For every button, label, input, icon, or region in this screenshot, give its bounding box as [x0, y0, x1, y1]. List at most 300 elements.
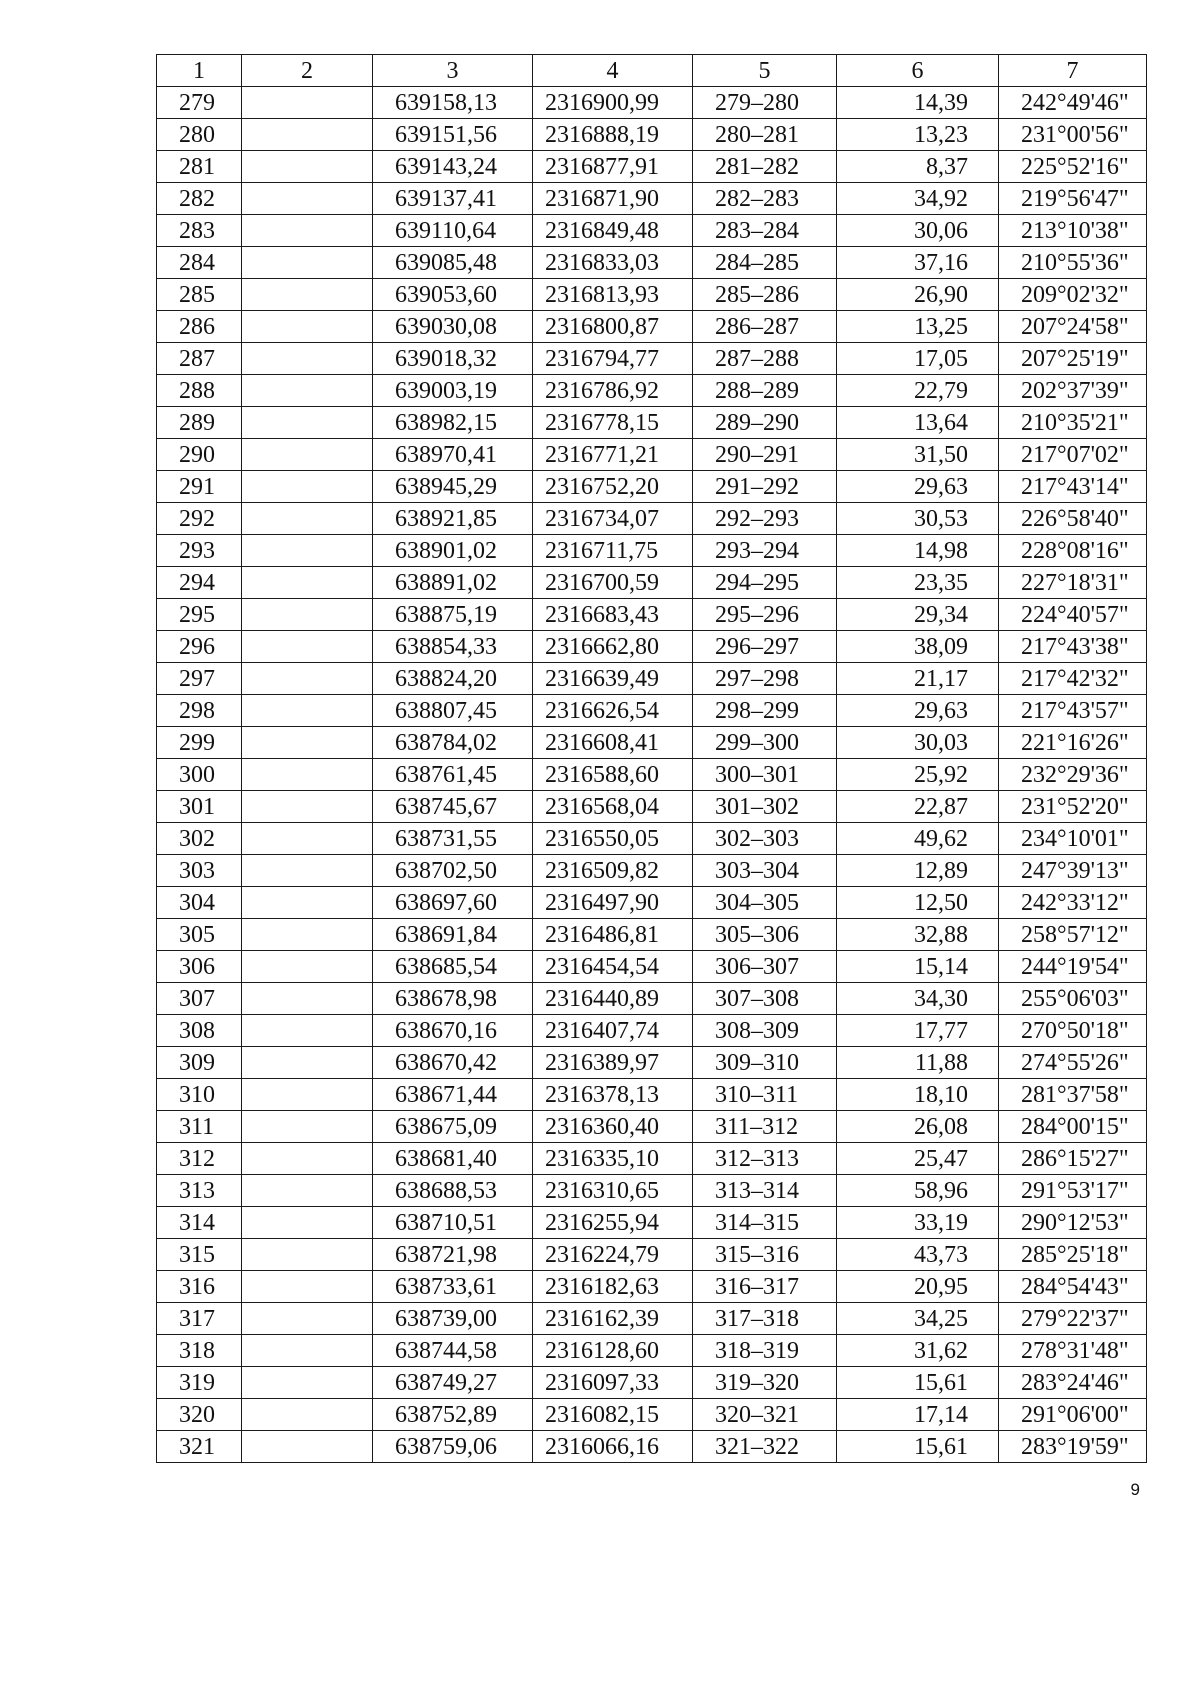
x-coordinate-cell: 638702,50	[373, 855, 533, 887]
x-coordinate-cell: 638891,02	[373, 567, 533, 599]
table-row	[157, 1111, 1147, 1143]
table-row	[157, 631, 1147, 663]
distance-cell: 17,77	[837, 1015, 999, 1047]
header-col-5: 5	[693, 55, 837, 87]
table-row	[157, 855, 1147, 887]
y-coordinate-cell: 2316224,79	[533, 1239, 693, 1271]
bearing-cell: 285°25'18"	[999, 1239, 1147, 1271]
y-coordinate-cell: 2316608,41	[533, 727, 693, 759]
y-coordinate-cell: 2316849,48	[533, 215, 693, 247]
distance-cell: 17,05	[837, 343, 999, 375]
bearing-cell: 210°35'21"	[999, 407, 1147, 439]
point-number-cell: 290	[157, 439, 242, 471]
distance-cell: 12,89	[837, 855, 999, 887]
segment-cell: 317–318	[693, 1303, 837, 1335]
distance-cell: 18,10	[837, 1079, 999, 1111]
segment-cell: 286–287	[693, 311, 837, 343]
table-row	[157, 183, 1147, 215]
distance-cell: 31,50	[837, 439, 999, 471]
bearing-cell: 217°42'32"	[999, 663, 1147, 695]
column-2-cell	[242, 1143, 373, 1175]
x-coordinate-cell: 638745,67	[373, 791, 533, 823]
x-coordinate-cell: 638685,54	[373, 951, 533, 983]
segment-cell: 312–313	[693, 1143, 837, 1175]
distance-cell: 22,87	[837, 791, 999, 823]
table-row	[157, 343, 1147, 375]
table-row	[157, 951, 1147, 983]
point-number-cell: 307	[157, 983, 242, 1015]
distance-cell: 32,88	[837, 919, 999, 951]
x-coordinate-cell: 638670,16	[373, 1015, 533, 1047]
column-2-cell	[242, 343, 373, 375]
table-row	[157, 1271, 1147, 1303]
bearing-cell: 217°43'14"	[999, 471, 1147, 503]
y-coordinate-cell: 2316711,75	[533, 535, 693, 567]
segment-cell: 287–288	[693, 343, 837, 375]
header-col-6: 6	[837, 55, 999, 87]
segment-cell: 281–282	[693, 151, 837, 183]
point-number-cell: 283	[157, 215, 242, 247]
distance-cell: 21,17	[837, 663, 999, 695]
x-coordinate-cell: 639085,48	[373, 247, 533, 279]
table-row	[157, 791, 1147, 823]
column-2-cell	[242, 503, 373, 535]
segment-cell: 282–283	[693, 183, 837, 215]
point-number-cell: 310	[157, 1079, 242, 1111]
bearing-cell: 226°58'40"	[999, 503, 1147, 535]
y-coordinate-cell: 2316454,54	[533, 951, 693, 983]
bearing-cell: 284°54'43"	[999, 1271, 1147, 1303]
header-col-3: 3	[373, 55, 533, 87]
point-number-cell: 311	[157, 1111, 242, 1143]
table-row	[157, 919, 1147, 951]
y-coordinate-cell: 2316771,21	[533, 439, 693, 471]
coordinates-table	[156, 54, 1147, 1463]
segment-cell: 310–311	[693, 1079, 837, 1111]
distance-cell: 15,14	[837, 951, 999, 983]
bearing-cell: 231°52'20"	[999, 791, 1147, 823]
table-row	[157, 823, 1147, 855]
x-coordinate-cell: 638921,85	[373, 503, 533, 535]
point-number-cell: 281	[157, 151, 242, 183]
y-coordinate-cell: 2316097,33	[533, 1367, 693, 1399]
point-number-cell: 292	[157, 503, 242, 535]
x-coordinate-cell: 639110,64	[373, 215, 533, 247]
segment-cell: 318–319	[693, 1335, 837, 1367]
y-coordinate-cell: 2316877,91	[533, 151, 693, 183]
table-row	[157, 247, 1147, 279]
bearing-cell: 286°15'27"	[999, 1143, 1147, 1175]
table-row	[157, 215, 1147, 247]
y-coordinate-cell: 2316255,94	[533, 1207, 693, 1239]
segment-cell: 290–291	[693, 439, 837, 471]
segment-cell: 321–322	[693, 1431, 837, 1463]
y-coordinate-cell: 2316900,99	[533, 87, 693, 119]
point-number-cell: 285	[157, 279, 242, 311]
table-row	[157, 279, 1147, 311]
column-2-cell	[242, 151, 373, 183]
column-2-cell	[242, 791, 373, 823]
segment-cell: 302–303	[693, 823, 837, 855]
point-number-cell: 280	[157, 119, 242, 151]
bearing-cell: 231°00'56"	[999, 119, 1147, 151]
table-row	[157, 1079, 1147, 1111]
y-coordinate-cell: 2316683,43	[533, 599, 693, 631]
segment-cell: 296–297	[693, 631, 837, 663]
table-row	[157, 1015, 1147, 1047]
table-row	[157, 1239, 1147, 1271]
y-coordinate-cell: 2316568,04	[533, 791, 693, 823]
bearing-cell: 247°39'13"	[999, 855, 1147, 887]
point-number-cell: 309	[157, 1047, 242, 1079]
bearing-cell: 210°55'36"	[999, 247, 1147, 279]
segment-cell: 314–315	[693, 1207, 837, 1239]
distance-cell: 43,73	[837, 1239, 999, 1271]
header-col-2: 2	[242, 55, 373, 87]
y-coordinate-cell: 2316626,54	[533, 695, 693, 727]
y-coordinate-cell: 2316752,20	[533, 471, 693, 503]
table-row	[157, 375, 1147, 407]
segment-cell: 319–320	[693, 1367, 837, 1399]
segment-cell: 292–293	[693, 503, 837, 535]
y-coordinate-cell: 2316182,63	[533, 1271, 693, 1303]
point-number-cell: 314	[157, 1207, 242, 1239]
bearing-cell: 207°24'58"	[999, 311, 1147, 343]
x-coordinate-cell: 638691,84	[373, 919, 533, 951]
table-row	[157, 1399, 1147, 1431]
table-row	[157, 599, 1147, 631]
point-number-cell: 312	[157, 1143, 242, 1175]
x-coordinate-cell: 638854,33	[373, 631, 533, 663]
segment-cell: 280–281	[693, 119, 837, 151]
column-2-cell	[242, 119, 373, 151]
y-coordinate-cell: 2316639,49	[533, 663, 693, 695]
distance-cell: 29,63	[837, 471, 999, 503]
column-2-cell	[242, 1079, 373, 1111]
point-number-cell: 293	[157, 535, 242, 567]
segment-cell: 320–321	[693, 1399, 837, 1431]
distance-cell: 34,25	[837, 1303, 999, 1335]
x-coordinate-cell: 639018,32	[373, 343, 533, 375]
bearing-cell: 255°06'03"	[999, 983, 1147, 1015]
point-number-cell: 302	[157, 823, 242, 855]
segment-cell: 301–302	[693, 791, 837, 823]
point-number-cell: 284	[157, 247, 242, 279]
distance-cell: 8,37	[837, 151, 999, 183]
point-number-cell: 303	[157, 855, 242, 887]
distance-cell: 26,90	[837, 279, 999, 311]
table-row	[157, 151, 1147, 183]
x-coordinate-cell: 638749,27	[373, 1367, 533, 1399]
distance-cell: 20,95	[837, 1271, 999, 1303]
x-coordinate-cell: 638710,51	[373, 1207, 533, 1239]
column-2-cell	[242, 279, 373, 311]
column-2-cell	[242, 87, 373, 119]
x-coordinate-cell: 638875,19	[373, 599, 533, 631]
x-coordinate-cell: 638784,02	[373, 727, 533, 759]
point-number-cell: 313	[157, 1175, 242, 1207]
bearing-cell: 213°10'38"	[999, 215, 1147, 247]
table-row	[157, 471, 1147, 503]
x-coordinate-cell: 638681,40	[373, 1143, 533, 1175]
table-row	[157, 407, 1147, 439]
x-coordinate-cell: 638759,06	[373, 1431, 533, 1463]
distance-cell: 12,50	[837, 887, 999, 919]
segment-cell: 305–306	[693, 919, 837, 951]
y-coordinate-cell: 2316734,07	[533, 503, 693, 535]
segment-cell: 294–295	[693, 567, 837, 599]
table-row	[157, 663, 1147, 695]
column-2-cell	[242, 599, 373, 631]
segment-cell: 298–299	[693, 695, 837, 727]
x-coordinate-cell: 638733,61	[373, 1271, 533, 1303]
segment-cell: 299–300	[693, 727, 837, 759]
column-2-cell	[242, 1303, 373, 1335]
x-coordinate-cell: 638901,02	[373, 535, 533, 567]
column-2-cell	[242, 1047, 373, 1079]
y-coordinate-cell: 2316162,39	[533, 1303, 693, 1335]
point-number-cell: 319	[157, 1367, 242, 1399]
point-number-cell: 316	[157, 1271, 242, 1303]
column-2-cell	[242, 375, 373, 407]
x-coordinate-cell: 639003,19	[373, 375, 533, 407]
column-2-cell	[242, 887, 373, 919]
distance-cell: 14,39	[837, 87, 999, 119]
y-coordinate-cell: 2316813,93	[533, 279, 693, 311]
column-2-cell	[242, 1175, 373, 1207]
x-coordinate-cell: 638731,55	[373, 823, 533, 855]
x-coordinate-cell: 638982,15	[373, 407, 533, 439]
column-2-cell	[242, 631, 373, 663]
table-row	[157, 1367, 1147, 1399]
y-coordinate-cell: 2316550,05	[533, 823, 693, 855]
y-coordinate-cell: 2316700,59	[533, 567, 693, 599]
y-coordinate-cell: 2316888,19	[533, 119, 693, 151]
bearing-cell: 225°52'16"	[999, 151, 1147, 183]
table-row	[157, 887, 1147, 919]
x-coordinate-cell: 638675,09	[373, 1111, 533, 1143]
bearing-cell: 290°12'53"	[999, 1207, 1147, 1239]
distance-cell: 38,09	[837, 631, 999, 663]
column-2-cell	[242, 855, 373, 887]
point-number-cell: 305	[157, 919, 242, 951]
header-col-7: 7	[999, 55, 1147, 87]
column-2-cell	[242, 1335, 373, 1367]
distance-cell: 29,34	[837, 599, 999, 631]
y-coordinate-cell: 2316833,03	[533, 247, 693, 279]
x-coordinate-cell: 638678,98	[373, 983, 533, 1015]
segment-cell: 288–289	[693, 375, 837, 407]
table-row	[157, 87, 1147, 119]
table-row	[157, 1047, 1147, 1079]
segment-cell: 297–298	[693, 663, 837, 695]
distance-cell: 15,61	[837, 1431, 999, 1463]
segment-cell: 316–317	[693, 1271, 837, 1303]
point-number-cell: 287	[157, 343, 242, 375]
point-number-cell: 320	[157, 1399, 242, 1431]
x-coordinate-cell: 639053,60	[373, 279, 533, 311]
bearing-cell: 232°29'36"	[999, 759, 1147, 791]
segment-cell: 309–310	[693, 1047, 837, 1079]
column-2-cell	[242, 567, 373, 599]
column-2-cell	[242, 183, 373, 215]
bearing-cell: 234°10'01"	[999, 823, 1147, 855]
segment-cell: 313–314	[693, 1175, 837, 1207]
point-number-cell: 306	[157, 951, 242, 983]
bearing-cell: 270°50'18"	[999, 1015, 1147, 1047]
x-coordinate-cell: 639137,41	[373, 183, 533, 215]
column-2-cell	[242, 1271, 373, 1303]
x-coordinate-cell: 638744,58	[373, 1335, 533, 1367]
distance-cell: 30,03	[837, 727, 999, 759]
table-row	[157, 1303, 1147, 1335]
segment-cell: 308–309	[693, 1015, 837, 1047]
y-coordinate-cell: 2316497,90	[533, 887, 693, 919]
column-2-cell	[242, 823, 373, 855]
column-2-cell	[242, 535, 373, 567]
point-number-cell: 318	[157, 1335, 242, 1367]
point-number-cell: 288	[157, 375, 242, 407]
y-coordinate-cell: 2316360,40	[533, 1111, 693, 1143]
column-2-cell	[242, 311, 373, 343]
table-row	[157, 311, 1147, 343]
table-row	[157, 439, 1147, 471]
y-coordinate-cell: 2316407,74	[533, 1015, 693, 1047]
y-coordinate-cell: 2316800,87	[533, 311, 693, 343]
x-coordinate-cell: 638688,53	[373, 1175, 533, 1207]
x-coordinate-cell: 638824,20	[373, 663, 533, 695]
bearing-cell: 217°43'57"	[999, 695, 1147, 727]
distance-cell: 30,53	[837, 503, 999, 535]
x-coordinate-cell: 639030,08	[373, 311, 533, 343]
point-number-cell: 282	[157, 183, 242, 215]
bearing-cell: 227°18'31"	[999, 567, 1147, 599]
segment-cell: 315–316	[693, 1239, 837, 1271]
bearing-cell: 217°07'02"	[999, 439, 1147, 471]
column-2-cell	[242, 1431, 373, 1463]
bearing-cell: 228°08'16"	[999, 535, 1147, 567]
table-row	[157, 1431, 1147, 1463]
distance-cell: 23,35	[837, 567, 999, 599]
table-header-row	[157, 55, 1147, 87]
point-number-cell: 279	[157, 87, 242, 119]
segment-cell: 303–304	[693, 855, 837, 887]
point-number-cell: 321	[157, 1431, 242, 1463]
table-body	[157, 87, 1147, 1463]
column-2-cell	[242, 247, 373, 279]
x-coordinate-cell: 639158,13	[373, 87, 533, 119]
table-row	[157, 535, 1147, 567]
bearing-cell: 219°56'47"	[999, 183, 1147, 215]
x-coordinate-cell: 638752,89	[373, 1399, 533, 1431]
distance-cell: 25,47	[837, 1143, 999, 1175]
y-coordinate-cell: 2316389,97	[533, 1047, 693, 1079]
distance-cell: 15,61	[837, 1367, 999, 1399]
segment-cell: 285–286	[693, 279, 837, 311]
distance-cell: 34,30	[837, 983, 999, 1015]
x-coordinate-cell: 639151,56	[373, 119, 533, 151]
point-number-cell: 298	[157, 695, 242, 727]
y-coordinate-cell: 2316335,10	[533, 1143, 693, 1175]
distance-cell: 49,62	[837, 823, 999, 855]
point-number-cell: 286	[157, 311, 242, 343]
bearing-cell: 258°57'12"	[999, 919, 1147, 951]
column-2-cell	[242, 983, 373, 1015]
point-number-cell: 295	[157, 599, 242, 631]
header-col-4: 4	[533, 55, 693, 87]
bearing-cell: 209°02'32"	[999, 279, 1147, 311]
bearing-cell: 278°31'48"	[999, 1335, 1147, 1367]
column-2-cell	[242, 919, 373, 951]
column-2-cell	[242, 695, 373, 727]
table-row	[157, 695, 1147, 727]
point-number-cell: 304	[157, 887, 242, 919]
y-coordinate-cell: 2316871,90	[533, 183, 693, 215]
x-coordinate-cell: 638807,45	[373, 695, 533, 727]
point-number-cell: 289	[157, 407, 242, 439]
bearing-cell: 281°37'58"	[999, 1079, 1147, 1111]
distance-cell: 29,63	[837, 695, 999, 727]
column-2-cell	[242, 1239, 373, 1271]
bearing-cell: 202°37'39"	[999, 375, 1147, 407]
y-coordinate-cell: 2316378,13	[533, 1079, 693, 1111]
y-coordinate-cell: 2316082,15	[533, 1399, 693, 1431]
x-coordinate-cell: 638670,42	[373, 1047, 533, 1079]
distance-cell: 17,14	[837, 1399, 999, 1431]
segment-cell: 283–284	[693, 215, 837, 247]
segment-cell: 306–307	[693, 951, 837, 983]
segment-cell: 304–305	[693, 887, 837, 919]
bearing-cell: 274°55'26"	[999, 1047, 1147, 1079]
point-number-cell: 317	[157, 1303, 242, 1335]
table-row	[157, 567, 1147, 599]
table-row	[157, 119, 1147, 151]
distance-cell: 13,25	[837, 311, 999, 343]
column-2-cell	[242, 1367, 373, 1399]
distance-cell: 25,92	[837, 759, 999, 791]
bearing-cell: 207°25'19"	[999, 343, 1147, 375]
point-number-cell: 301	[157, 791, 242, 823]
y-coordinate-cell: 2316794,77	[533, 343, 693, 375]
column-2-cell	[242, 759, 373, 791]
column-2-cell	[242, 471, 373, 503]
bearing-cell: 283°19'59"	[999, 1431, 1147, 1463]
column-2-cell	[242, 1207, 373, 1239]
y-coordinate-cell: 2316786,92	[533, 375, 693, 407]
point-number-cell: 297	[157, 663, 242, 695]
column-2-cell	[242, 439, 373, 471]
column-2-cell	[242, 407, 373, 439]
distance-cell: 58,96	[837, 1175, 999, 1207]
bearing-cell: 221°16'26"	[999, 727, 1147, 759]
x-coordinate-cell: 638671,44	[373, 1079, 533, 1111]
distance-cell: 14,98	[837, 535, 999, 567]
distance-cell: 13,64	[837, 407, 999, 439]
column-2-cell	[242, 215, 373, 247]
table-row	[157, 1143, 1147, 1175]
y-coordinate-cell: 2316778,15	[533, 407, 693, 439]
bearing-cell: 283°24'46"	[999, 1367, 1147, 1399]
bearing-cell: 244°19'54"	[999, 951, 1147, 983]
segment-cell: 300–301	[693, 759, 837, 791]
column-2-cell	[242, 951, 373, 983]
point-number-cell: 296	[157, 631, 242, 663]
bearing-cell: 279°22'37"	[999, 1303, 1147, 1335]
bearing-cell: 291°06'00"	[999, 1399, 1147, 1431]
x-coordinate-cell: 638697,60	[373, 887, 533, 919]
segment-cell: 307–308	[693, 983, 837, 1015]
bearing-cell: 217°43'38"	[999, 631, 1147, 663]
